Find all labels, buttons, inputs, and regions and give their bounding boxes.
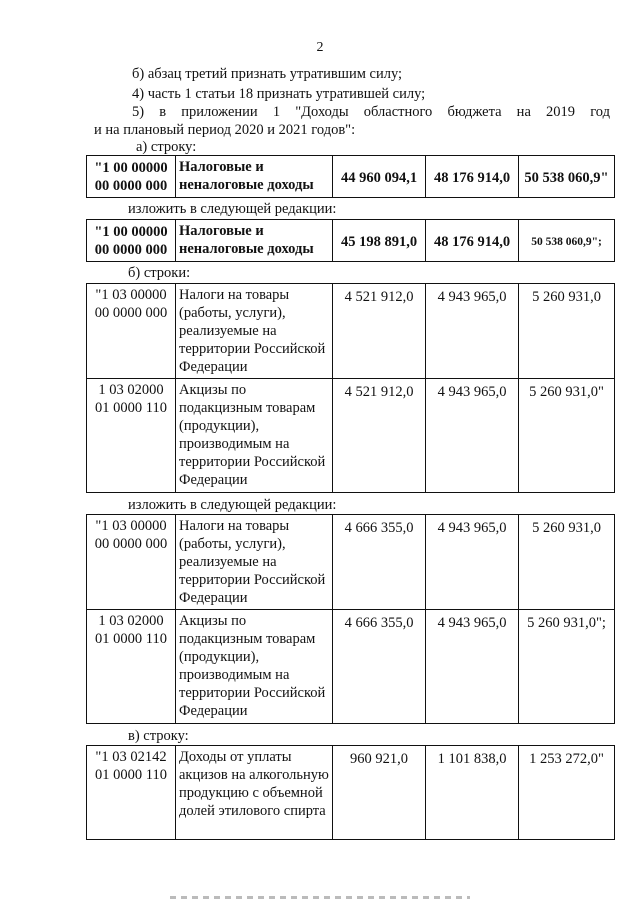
table-cell-2019: 960 921,0	[333, 746, 426, 840]
table-b-old	[86, 283, 615, 493]
table-cell-2019: 4 521 912,0	[333, 284, 426, 379]
table-cell-2020: 4 943 965,0	[426, 515, 519, 610]
table-cell-name: Налоговые и неналоговые доходы	[176, 156, 333, 198]
table-cell-name: Акцизы по подакцизным товарам (продукции), производимым на территории Российской Федерации	[176, 610, 333, 724]
table-cell-2019: 4 521 912,0	[333, 379, 426, 493]
table-row	[87, 284, 615, 379]
table-cell-2021: 50 538 060,9";	[519, 220, 615, 262]
table-cell-code: "1 03 00000 00 0000 000	[87, 284, 176, 379]
table-row	[87, 515, 615, 610]
table-cell-2020: 4 943 965,0	[426, 284, 519, 379]
table-row	[87, 746, 615, 840]
label-a: а) строку:	[136, 139, 197, 155]
table-a-old	[86, 155, 615, 198]
table-cell-code: "1 03 00000 00 0000 000	[87, 515, 176, 610]
table-row	[87, 610, 615, 724]
table-cell-code: 1 03 02000 01 0000 110	[87, 379, 176, 493]
table-b-new	[86, 514, 615, 724]
table-v	[86, 745, 615, 840]
table-cell-2019: 44 960 094,1	[333, 156, 426, 198]
label-replace-2: изложить в следующей редакции:	[128, 497, 337, 513]
table-row	[87, 379, 615, 493]
table-cell-2021: 5 260 931,0	[519, 284, 615, 379]
table-cell-2020: 48 176 914,0	[426, 156, 519, 198]
table-cell-2021: 1 253 272,0"	[519, 746, 615, 840]
paragraph-4: 4) часть 1 статьи 18 признать утратившей силу;	[132, 86, 426, 102]
table-cell-2019: 45 198 891,0	[333, 220, 426, 262]
table-cell-2021: 5 260 931,0	[519, 515, 615, 610]
scan-artifact-divider	[170, 896, 470, 899]
table-cell-name: Налоговые и неналоговые доходы	[176, 220, 333, 262]
paragraph-5-line2: и на плановый период 2020 и 2021 годов":	[94, 122, 356, 138]
table-cell-code: "1 03 02142 01 0000 110	[87, 746, 176, 840]
table-row	[87, 156, 615, 198]
table-cell-2021: 5 260 931,0";	[519, 610, 615, 724]
table-cell-name: Налоги на товары (работы, услуги), реализуемые на территории Российской Федерации	[176, 515, 333, 610]
table-cell-code: "1 00 00000 00 0000 000	[87, 220, 176, 262]
table-cell-name: Доходы от уплаты акцизов на алкогольную продукцию с объемной долей этилового спирта	[176, 746, 333, 840]
table-cell-2020: 1 101 838,0	[426, 746, 519, 840]
table-row	[87, 220, 615, 262]
table-cell-code: 1 03 02000 01 0000 110	[87, 610, 176, 724]
table-cell-2020: 48 176 914,0	[426, 220, 519, 262]
table-cell-2021: 50 538 060,9"	[519, 156, 615, 198]
table-cell-2019: 4 666 355,0	[333, 610, 426, 724]
label-v: в) строку:	[128, 728, 189, 744]
table-a-new	[86, 219, 615, 262]
table-cell-2019: 4 666 355,0	[333, 515, 426, 610]
label-replace-1: изложить в следующей редакции:	[128, 201, 337, 217]
paragraph-5-line1: 5) в приложении 1 "Доходы областного бюджета на 2019 год	[132, 104, 610, 120]
page-number: 2	[316, 40, 324, 55]
label-b: б) строки:	[128, 265, 191, 281]
table-cell-2021: 5 260 931,0"	[519, 379, 615, 493]
table-cell-name: Акцизы по подакцизным товарам (продукции), производимым на территории Российской Федерации	[176, 379, 333, 493]
table-cell-name: Налоги на товары (работы, услуги), реализуемые на территории Российской Федерации	[176, 284, 333, 379]
paragraph-b: б) абзац третий признать утратившим силу;	[132, 66, 403, 82]
table-cell-2020: 4 943 965,0	[426, 610, 519, 724]
table-cell-code: "1 00 00000 00 0000 000	[87, 156, 176, 198]
table-cell-2020: 4 943 965,0	[426, 379, 519, 493]
